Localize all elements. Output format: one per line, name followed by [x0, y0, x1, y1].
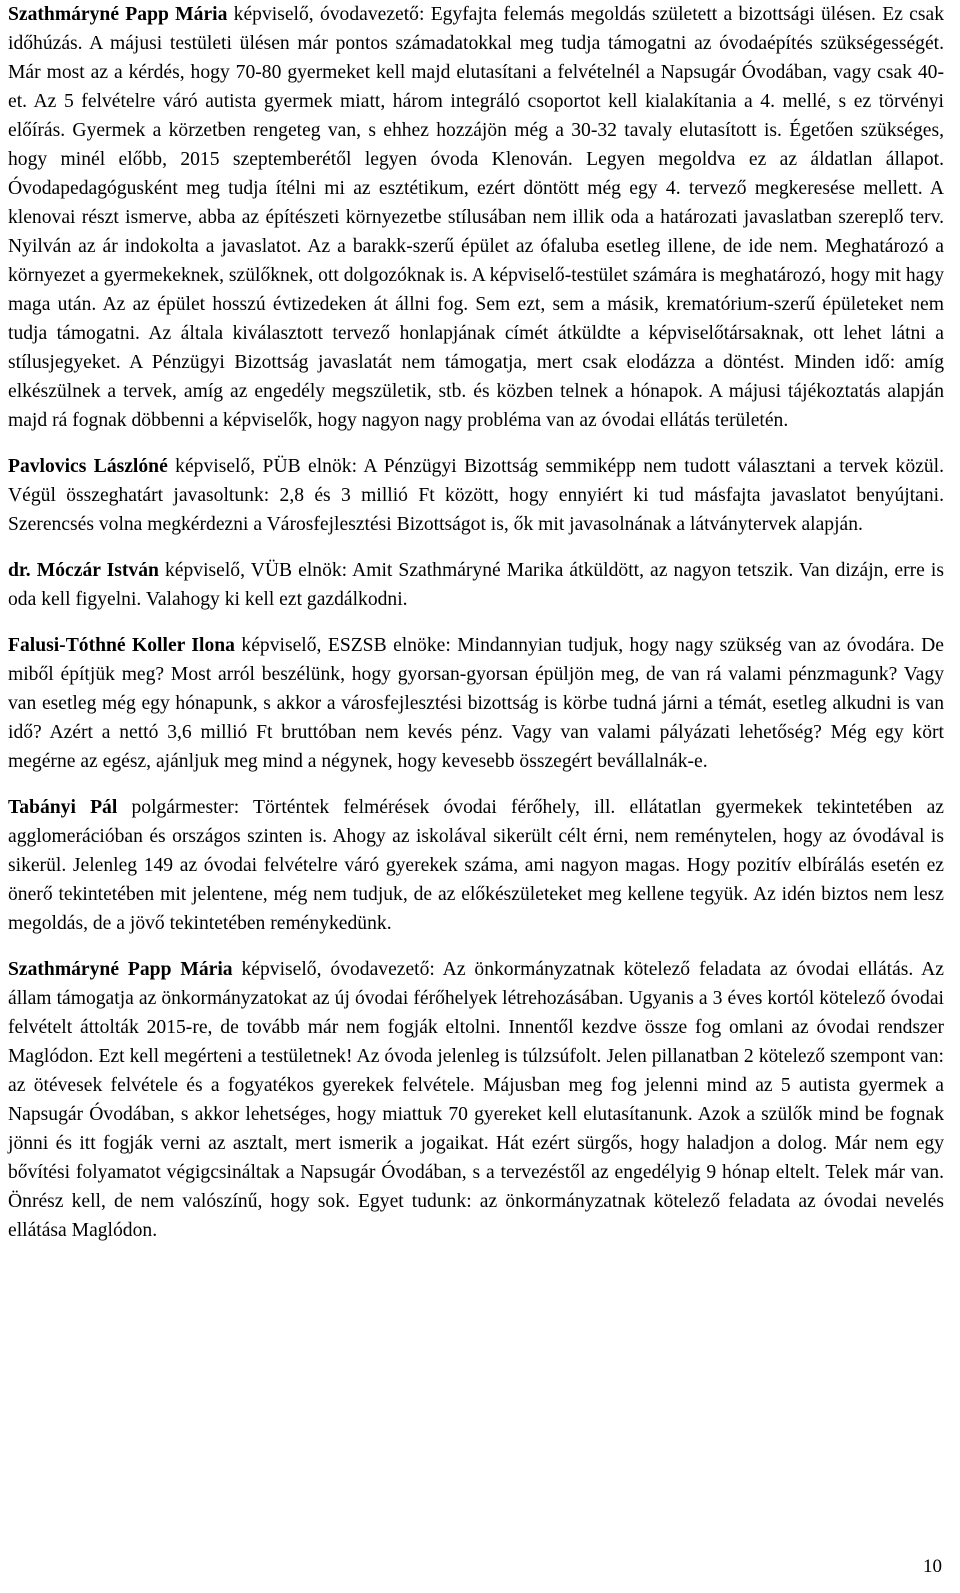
paragraph-text: képviselő, PÜB elnök: A Pénzügyi Bizottság semmiképp nem tudott választani a tervek közül. Végül összeghatárt javasoltunk: 2,8 és 3 millió Ft között, hogy ennyiért ki tud másfajta javaslatot benyújtani. Szerencsés volna megkérdezni a Városfejlesztési Bizottságot is, ők mit javasolnának a látványtervek alapján.	[8, 456, 944, 535]
paragraph-tabanyi	[8, 793, 944, 938]
speaker-name: Falusi-Tóthné Koller Ilona	[8, 635, 235, 656]
speaker-name: Szathmáryné Papp Mária	[8, 4, 228, 25]
speaker-name: Pavlovics Lászlóné	[8, 456, 168, 477]
paragraph-szathmaryne-1	[8, 0, 944, 435]
paragraph-text: képviselő, ESZSB elnöke: Mindannyian tudjuk, hogy nagy szükség van az óvodára. De miből építjük meg? Most arról beszélünk, hogy gyorsan-gyorsan épüljön meg, de van rá valami pénzmagunk? Vagy van esetleg még egy hónapunk, s akkor a városfejlesztési bizottság is körbe tudná járni a témát, esetleg alkudni is van idő? Azért a nettó 3,6 millió Ft bruttóban nem kevés pénz. Vagy van valami pályázati lehetőség? Még egy kört megérne az egész, ajánljuk meg mind a négynek, hogy kevesebb összegért bevállalnák-e.	[8, 635, 944, 772]
document-page	[8, 0, 944, 1262]
paragraph-text: képviselő, VÜB elnök: Amit Szathmáryné Marika átküldött, az nagyon tetszik. Van dizájn, erre is oda kell figyelni. Valahogy ki kell ezt gazdálkodni.	[8, 560, 944, 610]
page-number: 10	[923, 1556, 942, 1577]
paragraph-falusi-tothne	[8, 631, 944, 776]
paragraph-szathmaryne-2	[8, 955, 944, 1245]
paragraph-moczar	[8, 556, 944, 614]
speaker-name: Tabányi Pál	[8, 797, 118, 818]
paragraph-text: polgármester: Történtek felmérések óvodai férőhely, ill. ellátatlan gyermekek tekintetében az agglomerációban és országos szinten is. Ahogy az iskolával sikerült célt érni, nem reménytelen, hogy az óvodával is sikerül. Jelenleg 149 az óvodai felvételre váró gyerekek száma, ami nagyon magas. Hogy pozitív elbírálás esetén ez önerő tekintetében mit jelentene, még nem tudjuk, de az előkészületeket meg kellene tegyük. Az idén biztos nem lesz megoldás, de a jövő tekintetében reménykedünk.	[8, 797, 944, 934]
speaker-name: Szathmáryné Papp Mária	[8, 959, 233, 980]
paragraph-text: képviselő, óvodavezető: Egyfajta felemás megoldás született a bizottsági ülésen. Ez csak időhúzás. A májusi testületi ülésen már pontos számadatokkal meg tudja támogatni az óvodaépítés szükségességét. Már most az a kérdés, hogy 70-80 gyermeket kell majd elutasítani a felvételnél a Napsugár Óvodában, vagy csak 40-et. Az 5 felvételre váró autista gyermek miatt, három integráló csoportot kell kialakítania a 4. mellé, s ez törvényi előírás. Gyermek a körzetben rengeteg van, s ehhez hozzájön még a 30-32 tavaly elutasított is. Égetően szükséges, hogy minél előbb, 2015 szeptemberétől legyen óvoda Klenován. Legyen megoldva ez az áldatlan állapot. Óvodapedagógusként meg tudja ítélni mi az esztétikum, ezért döntött még egy 4. tervező megkeresése mellett. A klenovai részt ismerve, abba az építészeti környezetbe stílusában nem illik oda a határozati javaslatban szereplő terv. Nyilván az ár indokolta a javaslatot. Az a barakk-szerű épület az ófaluba esetleg illene, de ide nem. Meghatározó a környezet a gyermekeknek, szülőknek, ott dolgozóknak is. A képviselő-testület számára is meghatározó, hogy mit hagy maga után. Az az épület hosszú évtizedeken át állni fog. Sem ezt, sem a másik, krematórium-szerű épületeket nem tudja támogatni. Az általa kiválasztott tervező honlapjának címét átküldte a képviselőtársaknak, ott lehet látni a stílusjegyeket. A Pénzügyi Bizottság javaslatát nem támogatja, mert csak elodázza a döntést. Minden idő: amíg elkészülnek a tervek, amíg az engedély megszületik, stb. és közben telnek a hónapok. A májusi tájékoztatás alapján majd rá fognak döbbenni a képviselők, hogy nagyon nagy probléma van az óvodai ellátás területén.	[8, 4, 944, 431]
paragraph-pavlovics	[8, 452, 944, 539]
paragraph-text: képviselő, óvodavezető: Az önkormányzatnak kötelező feladata az óvodai ellátás. Az állam támogatja az önkormányzatokat az új óvodai férőhelyek létrehozásában. Ugyanis a 3 éves kortól kötelező óvodai felvételt áttolták 2015-re, de tovább már nem fogják eltolni. Innentől kezdve össze fog omlani az óvodai rendszer Maglódon. Ezt kell megérteni a testületnek! Az óvoda jelenleg is túlzsúfolt. Jelen pillanatban 2 kötelező szempont van: az ötévesek felvétele és a fogyatékos gyerekek felvétele. Májusban meg fog jelenni mind az 5 autista gyermek a Napsugár Óvodában, s akkor lehetséges, hogy miattuk 70 gyereket kell elutasítanunk. Azok a szülők mind be fognak jönni és itt fogják verni az asztalt, mert ismerik a jogaikat. Hát ezért sürgős, hogy haladjon a dolog. Már nem egy bővítési folyamatot végigcsináltak a Napsugár Óvodában, s a tervezéstől az engedélyig 9 hónap eltelt. Telek már van. Önrész kell, de nem valószínű, hogy sok. Egyet tudunk: az önkormányzatnak kötelező feladata az óvodai nevelés ellátása Maglódon.	[8, 959, 944, 1241]
speaker-name: dr. Móczár István	[8, 560, 159, 581]
